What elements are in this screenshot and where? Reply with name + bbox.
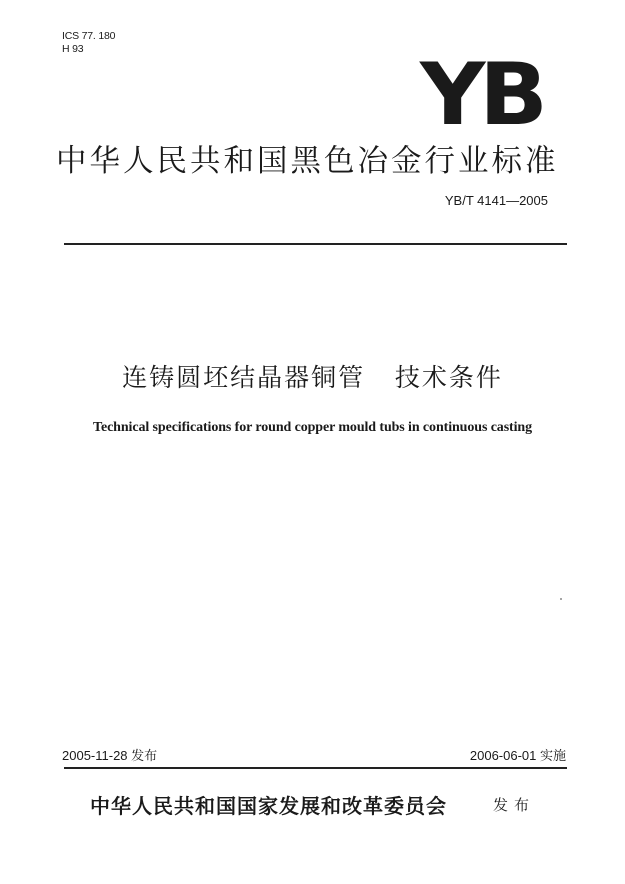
publish-date: 2005-11-28 发布: [62, 748, 158, 763]
document-title-cn: 连铸圆坯结晶器铜管 技术条件: [122, 363, 503, 392]
issue-label: 发布: [493, 796, 536, 814]
bottom-divider: [64, 767, 567, 769]
standard-code: YB/T 4141—2005: [444, 193, 548, 208]
scan-speck: [560, 598, 562, 600]
ics-code: ICS 77. 180: [62, 30, 116, 42]
yb-logo: YB: [420, 45, 542, 145]
document-title-en: Technical specifications for round copper mould tubs in continuous casting: [93, 420, 532, 435]
top-divider: [64, 243, 567, 245]
header-codes: [62, 30, 115, 56]
issuing-authority: 中华人民共和国国家发展和改革委员会: [90, 794, 447, 818]
category-code: H 93: [62, 43, 84, 55]
implement-date: 2006-06-01 实施: [469, 748, 566, 763]
standard-title: 中华人民共和国黑色冶金行业标准: [56, 144, 559, 179]
